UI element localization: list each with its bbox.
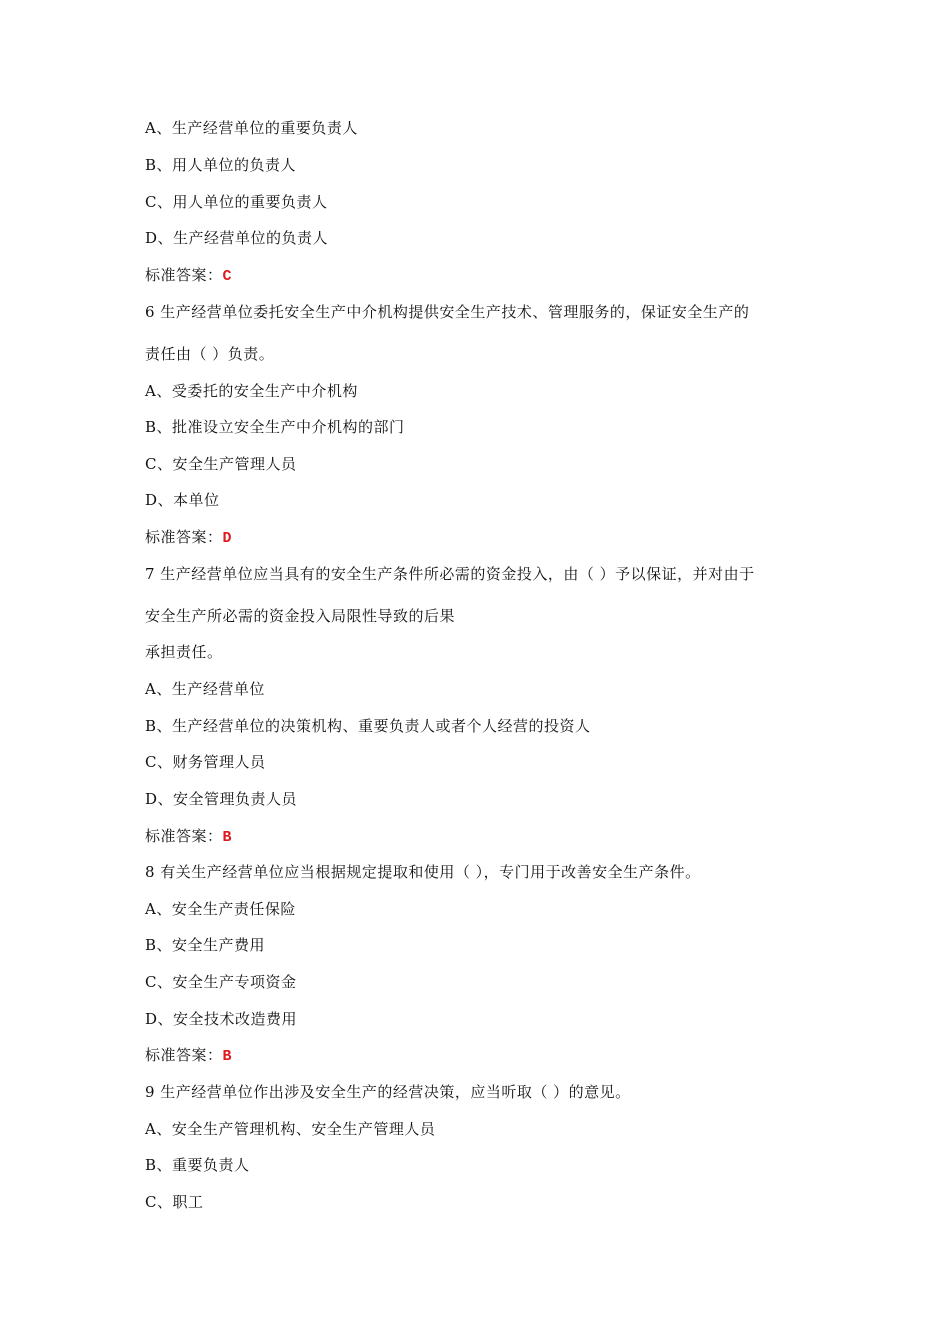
q8-option-b: B、安全生产费用 xyxy=(145,936,266,954)
q8-option-d: D、安全技术改造费用 xyxy=(145,1010,298,1028)
q7-text-line-1: 7 生产经营单位应当具有的安全生产条件所必需的资金投入，由（ ）予以保证，并对由于 xyxy=(145,565,755,583)
q5-option-a: A、生产经营单位的重要负责人 xyxy=(145,119,358,137)
q7-answer-value: B xyxy=(222,829,233,846)
q7-option-b: B、生产经营单位的决策机构、重要负责人或者个人经营的投资人 xyxy=(145,717,591,735)
q8-text-line-1: 8 有关生产经营单位应当根据规定提取和使用（ ），专门用于改善安全生产条件。 xyxy=(145,863,701,881)
q6-option-c: C、安全生产管理人员 xyxy=(145,455,297,473)
q9-option-b: B、重要负责人 xyxy=(145,1156,250,1174)
q9-option-c: C、职工 xyxy=(145,1193,204,1211)
q6-option-d: D、本单位 xyxy=(145,491,220,509)
q7-option-a: A、生产经营单位 xyxy=(145,680,265,698)
q6-option-b: B、批准设立安全生产中介机构的部门 xyxy=(145,418,405,436)
q7-option-d: D、安全管理负责人员 xyxy=(145,790,298,808)
q5-option-d: D、生产经营单位的负责人 xyxy=(145,229,329,247)
q8-answer-value: B xyxy=(222,1048,233,1065)
q6-text-line-1: 6 生产经营单位委托安全生产中介机构提供安全生产技术、管理服务的，保证安全生产的 xyxy=(145,303,750,321)
q7-option-c: C、财务管理人员 xyxy=(145,753,266,771)
q9-option-a: A、安全生产管理机构、安全生产管理人员 xyxy=(145,1120,436,1138)
q7-answer-line xyxy=(145,826,232,848)
q5-option-b: B、用人单位的负责人 xyxy=(145,156,297,174)
q7-text-line-3: 承担责任。 xyxy=(145,643,223,661)
answer-label: 标准答案： xyxy=(145,1046,223,1064)
q8-option-a: A、安全生产责任保险 xyxy=(145,900,296,918)
answer-label: 标准答案： xyxy=(145,266,223,284)
q5-option-c: C、用人单位的重要负责人 xyxy=(145,193,328,211)
q5-answer-line xyxy=(145,265,232,287)
q6-option-a: A、受委托的安全生产中介机构 xyxy=(145,382,358,400)
q6-answer-line xyxy=(145,527,232,549)
q6-answer-value: D xyxy=(222,530,233,547)
answer-label: 标准答案： xyxy=(145,827,223,845)
q8-option-c: C、安全生产专项资金 xyxy=(145,973,297,991)
q9-text-line-1: 9 生产经营单位作出涉及安全生产的经营决策，应当听取（ ）的意见。 xyxy=(145,1083,631,1101)
answer-label: 标准答案： xyxy=(145,528,223,546)
q7-text-line-2: 安全生产所必需的资金投入局限性导致的后果 xyxy=(145,607,456,625)
q8-answer-line xyxy=(145,1045,232,1067)
q6-text-line-2: 责任由（ ）负责。 xyxy=(145,345,275,363)
q5-answer-value: C xyxy=(222,268,233,285)
